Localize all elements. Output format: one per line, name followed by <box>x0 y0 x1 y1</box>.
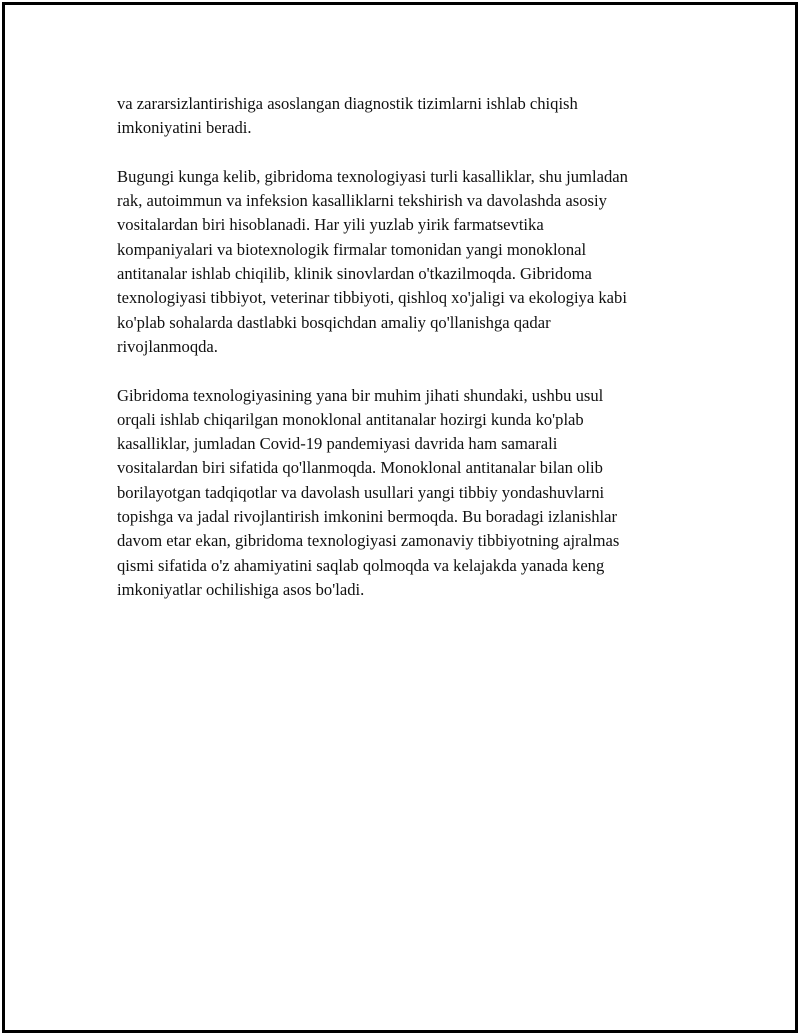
paragraph-3 <box>117 384 692 603</box>
text-line: davom etar ekan, gibridoma texnologiyasi zamonaviy tibbiyotning ajralmas <box>117 531 620 551</box>
document-body <box>117 92 692 627</box>
text-line: topishga va jadal rivojlantirish imkonini bermoqda. Bu boradagi izlanishlar <box>117 507 618 527</box>
text-line: rivojlanmoqda. <box>117 336 218 356</box>
text-line: kasalliklar, jumladan Covid-19 pandemiyasi davrida ham samarali <box>117 434 558 454</box>
text-line: antitanalar ishlab chiqilib, klinik sinovlardan o'tkazilmoqda. Gibridoma <box>117 264 592 284</box>
paragraph-1 <box>117 92 692 141</box>
text-line: borilayotgan tadqiqotlar va davolash usullari yangi tibbiy yondashuvlarni <box>117 482 605 502</box>
text-line: texnologiyasi tibbiyot, veterinar tibbiyoti, qishloq xo'jaligi va ekologiya kabi <box>117 288 627 308</box>
text-line: kompaniyalari va biotexnologik firmalar tomonidan yangi monoklonal <box>117 239 587 259</box>
text-line: orqali ishlab chiqarilgan monoklonal antitanalar hozirgi kunda ko'plab <box>117 409 584 429</box>
text-line: Bugungi kunga kelib, gibridoma texnologiyasi turli kasalliklar, shu jumladan <box>117 166 628 186</box>
text-line: rak, autoimmun va infeksion kasalliklarni tekshirish va davolashda asosiy <box>117 191 607 211</box>
text-line: ko'plab sohalarda dastlabki bosqichdan amaliy qo'llanishga qadar <box>117 312 551 332</box>
paragraph-2 <box>117 165 692 359</box>
text-line: imkoniyatlar ochilishiga asos bo'ladi. <box>117 579 365 599</box>
text-line: qismi sifatida o'z ahamiyatini saqlab qolmoqda va kelajakda yanada keng <box>117 555 605 575</box>
text-line: va zararsizlantirishiga asoslangan diagnostik tizimlarni ishlab chiqish <box>117 94 578 113</box>
text-line: vositalardan biri hisoblanadi. Har yili yuzlab yirik farmatsevtika <box>117 215 544 235</box>
text-line: imkoniyatini beradi. <box>117 118 252 138</box>
text-line: vositalardan biri sifatida qo'llanmoqda. Monoklonal antitanalar bilan olib <box>117 458 603 478</box>
text-line: Gibridoma texnologiyasining yana bir muhim jihati shundaki, ushbu usul <box>117 385 604 405</box>
